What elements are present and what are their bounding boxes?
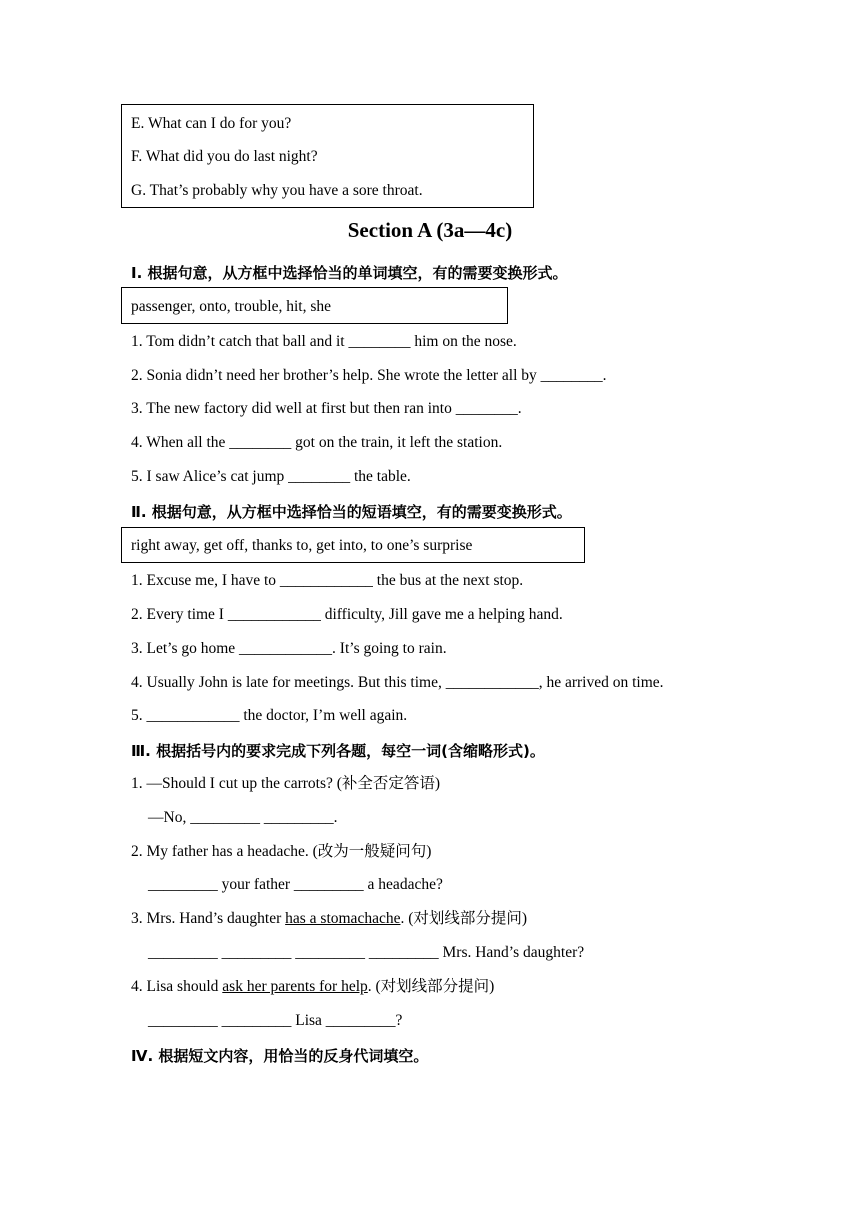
part1-heading: Ⅰ. 根据句意，从方框中选择恰当的单词填空，有的需要变换形式。 xyxy=(131,264,568,282)
part3-q3-post: . (对划线部分提问) xyxy=(400,910,528,927)
option-f: F. What did you do last night? xyxy=(131,148,318,165)
part2-phrase-box-text: right away, get off, thanks to, get into, to one’s surprise xyxy=(131,537,473,554)
section-title: Section A (3a—4c) xyxy=(347,218,513,242)
part3-heading: Ⅲ. 根据括号内的要求完成下列各题，每空一词(含缩略形式)。 xyxy=(131,742,545,760)
part2-item-1: 1. Excuse me, I have to ____________ the bus at the next stop. xyxy=(131,572,524,589)
part3-q3-pre: 3. Mrs. Hand’s daughter xyxy=(131,910,286,927)
option-e: E. What can I do for you? xyxy=(131,115,292,132)
part2-heading: Ⅱ. 根据句意，从方框中选择恰当的短语填空，有的需要变换形式。 xyxy=(131,503,572,521)
part2-item-5: 5. ____________ the doctor, I’m well again. xyxy=(131,707,408,724)
part3-q4-underlined: ask her parents for help xyxy=(222,978,368,995)
option-g: G. That’s probably why you have a sore throat. xyxy=(131,182,423,199)
part2-item-2: 2. Every time I ____________ difficulty, Jill gave me a helping hand. xyxy=(131,606,563,623)
part3-q3 xyxy=(131,909,527,929)
part3-q3-underlined: has a stomachache xyxy=(285,910,401,927)
part2-item-3: 3. Let’s go home ____________. It’s going to rain. xyxy=(131,640,447,657)
part1-word-box-text: passenger, onto, trouble, hit, she xyxy=(131,298,331,315)
part3-q4-answer: _________ _________ Lisa _________? xyxy=(148,1012,403,1029)
part3-q4-post: . (对划线部分提问) xyxy=(367,978,495,995)
part3-q1-answer: —No, _________ _________. xyxy=(148,809,338,826)
part1-item-4: 4. When all the ________ got on the train, it left the station. xyxy=(131,434,503,451)
part3-q3-answer: _________ _________ _________ _________ Mrs. Hand’s daughter? xyxy=(148,944,585,961)
part1-item-1: 1. Tom didn’t catch that ball and it ________ him on the nose. xyxy=(131,333,517,350)
part3-q4-pre: 4. Lisa should xyxy=(131,978,223,995)
part2-item-4: 4. Usually John is late for meetings. But this time, ____________, he arrived on time. xyxy=(131,674,664,691)
part3-q4 xyxy=(131,977,494,997)
part3-q1: 1. —Should I cut up the carrots? (补全否定答语) xyxy=(131,775,441,792)
part1-item-3: 3. The new factory did well at first but then ran into ________. xyxy=(131,400,522,417)
part4-heading: Ⅳ. 根据短文内容，用恰当的反身代词填空。 xyxy=(131,1047,429,1065)
part3-q2: 2. My father has a headache. (改为一般疑问句) xyxy=(131,843,432,860)
part1-item-2: 2. Sonia didn’t need her brother’s help. She wrote the letter all by ________. xyxy=(131,367,607,384)
part3-q2-answer: _________ your father _________ a headache? xyxy=(148,876,443,893)
part1-item-5: 5. I saw Alice’s cat jump ________ the table. xyxy=(131,468,411,485)
